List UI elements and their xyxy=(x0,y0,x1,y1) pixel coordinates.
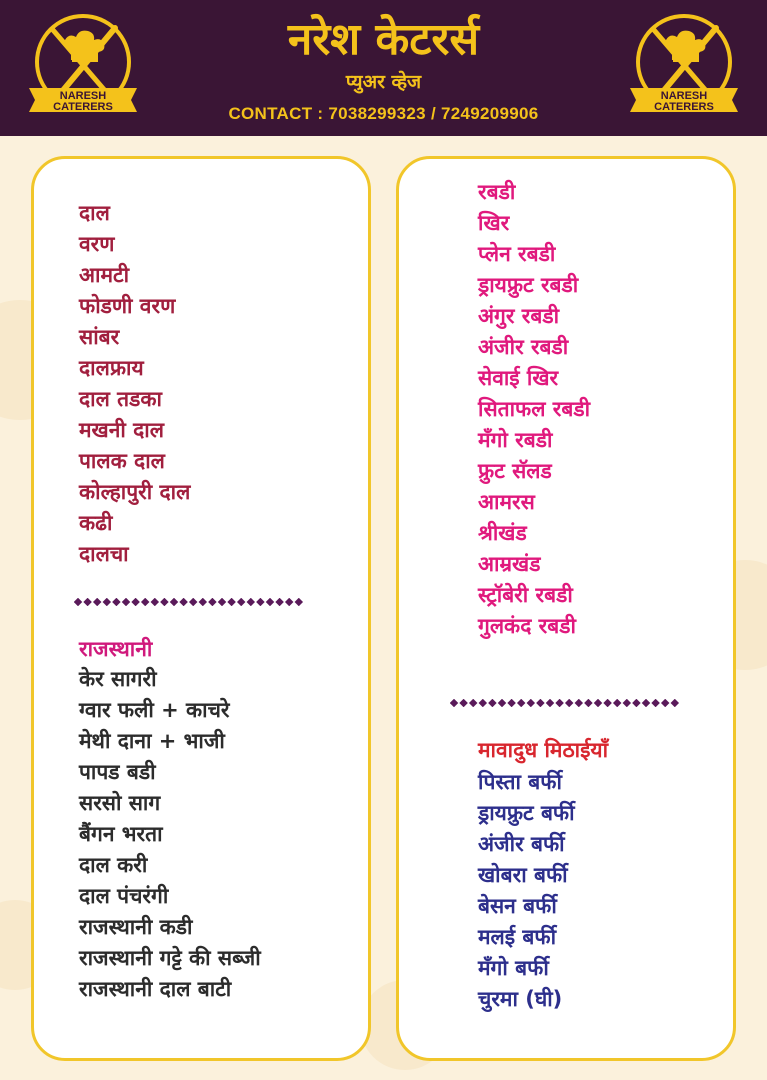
section-divider xyxy=(74,598,310,606)
divider-dot xyxy=(498,699,506,707)
menu-item: मँगो बर्फी xyxy=(478,956,549,980)
divider-dot xyxy=(256,598,264,606)
divider-dot xyxy=(141,598,149,606)
menu-item: कढी xyxy=(79,511,113,535)
divider-dot xyxy=(603,699,611,707)
logo-text-line1: NARESH xyxy=(660,90,708,102)
header-banner xyxy=(0,0,767,136)
divider-dot xyxy=(459,699,467,707)
menu-item: ड्रायफ्रुट रबडी xyxy=(478,273,579,297)
divider-dot xyxy=(122,598,130,606)
rabdi-list xyxy=(478,177,590,642)
divider-dot xyxy=(170,598,178,606)
divider-dot xyxy=(507,699,515,707)
divider-dot xyxy=(613,699,621,707)
divider-dot xyxy=(160,598,168,606)
page-subtitle: प्युअर व्हेज xyxy=(345,71,422,93)
menu-item: फ्रुट सॅलड xyxy=(478,459,552,483)
menu-item: अंगुर रबडी xyxy=(478,304,560,328)
menu-item: दालफ्राय xyxy=(79,356,144,380)
menu-item: सेवाई खिर xyxy=(478,366,559,390)
divider-dot xyxy=(651,699,659,707)
divider-dot xyxy=(208,598,216,606)
menu-item: दाल करी xyxy=(79,853,148,877)
menu-item: राजस्थानी कडी xyxy=(79,915,193,939)
divider-dot xyxy=(546,699,554,707)
rajasthani-list xyxy=(79,664,261,1005)
divider-dot xyxy=(575,699,583,707)
menu-item: वरण xyxy=(79,232,115,256)
menu-item: चुरमा (घी) xyxy=(478,987,563,1011)
divider-dot xyxy=(295,598,303,606)
divider-dot xyxy=(285,598,293,606)
menu-item: मँगो रबडी xyxy=(478,428,553,452)
menu-item: अंजीर रबडी xyxy=(478,335,569,359)
menu-item: पापड बडी xyxy=(79,760,156,784)
menu-item: रबडी xyxy=(478,180,516,204)
chef-hat-fork-knife-icon xyxy=(624,10,744,125)
divider-dot xyxy=(179,598,187,606)
divider-dot xyxy=(661,699,669,707)
menu-item: राजस्थानी गट्टे की सब्जी xyxy=(79,946,261,970)
menu-item: बेसन बर्फी xyxy=(478,894,557,918)
mithai-list xyxy=(478,767,575,1015)
menu-item: दाल पंचरंगी xyxy=(79,884,169,908)
menu-item: दाल xyxy=(79,201,110,225)
divider-dot xyxy=(131,598,139,606)
menu-item: राजस्थानी दाल बाटी xyxy=(79,977,232,1001)
divider-dot xyxy=(450,699,458,707)
divider-dot xyxy=(623,699,631,707)
menu-item: आम्रखंड xyxy=(478,552,541,576)
divider-dot xyxy=(488,699,496,707)
divider-dot xyxy=(199,598,207,606)
divider-dot xyxy=(584,699,592,707)
divider-dot xyxy=(517,699,525,707)
menu-item: पालक दाल xyxy=(79,449,165,473)
menu-item: आमरस xyxy=(478,490,535,514)
menu-item: श्रीखंड xyxy=(478,521,527,545)
divider-dot xyxy=(594,699,602,707)
menu-item: मलई बर्फी xyxy=(478,925,557,949)
divider-dot xyxy=(671,699,679,707)
logo-text-line1: NARESH xyxy=(59,90,107,102)
mithai-heading: मावादुध मिठाईयाँ xyxy=(478,738,609,762)
divider-dot xyxy=(151,598,159,606)
divider-dot xyxy=(103,598,111,606)
divider-dot xyxy=(527,699,535,707)
menu-item: सिताफल रबडी xyxy=(478,397,591,421)
menu-item: अंजीर बर्फी xyxy=(478,832,565,856)
menu-item: फोडणी वरण xyxy=(79,294,176,318)
menu-item: मखनी दाल xyxy=(79,418,164,442)
divider-dot xyxy=(189,598,197,606)
menu-item: कोल्हापुरी दाल xyxy=(79,480,191,504)
divider-dot xyxy=(536,699,544,707)
divider-dot xyxy=(642,699,650,707)
logo-text-line2: CATERERS xyxy=(654,101,714,113)
divider-dot xyxy=(237,598,245,606)
rajasthani-heading: राजस्थानी xyxy=(79,637,153,661)
menu-item: खोबरा बर्फी xyxy=(478,863,568,887)
divider-dot xyxy=(565,699,573,707)
dal-list xyxy=(79,198,190,570)
divider-dot xyxy=(275,598,283,606)
divider-dot xyxy=(632,699,640,707)
divider-dot xyxy=(227,598,235,606)
menu-item: सरसो साग xyxy=(79,791,161,815)
section-divider xyxy=(450,699,686,707)
divider-dot xyxy=(247,598,255,606)
contact-numbers: CONTACT : 7038299323 / 7249209906 xyxy=(228,104,539,123)
divider-dot xyxy=(93,598,101,606)
menu-item: आमटी xyxy=(79,263,130,287)
logo-text-line2: CATERERS xyxy=(53,101,113,113)
menu-item: प्लेन रबडी xyxy=(478,242,556,266)
divider-dot xyxy=(469,699,477,707)
menu-item: सांबर xyxy=(79,325,120,349)
menu-item: स्ट्रॉबेरी रबडी xyxy=(478,583,573,607)
menu-item: दालचा xyxy=(79,542,129,566)
menu-item: खिर xyxy=(478,211,510,235)
divider-dot xyxy=(555,699,563,707)
menu-item: दाल तडका xyxy=(79,387,162,411)
menu-item: ड्रायफ्रुट बर्फी xyxy=(478,801,575,825)
divider-dot xyxy=(479,699,487,707)
menu-item: मेथी दाना + भाजी xyxy=(79,729,225,753)
divider-dot xyxy=(266,598,274,606)
divider-dot xyxy=(112,598,120,606)
menu-item: गुलकंद रबडी xyxy=(478,614,576,638)
divider-dot xyxy=(74,598,82,606)
menu-item: केर सागरी xyxy=(79,667,157,691)
menu-item: बैंगन भरता xyxy=(79,822,163,846)
menu-item: पिस्ता बर्फी xyxy=(478,770,562,794)
logo-right xyxy=(624,10,744,125)
divider-dot xyxy=(83,598,91,606)
page-title: नरेश केटरर्स xyxy=(287,14,480,65)
divider-dot xyxy=(218,598,226,606)
menu-item: ग्वार फली + काचरे xyxy=(79,698,230,722)
